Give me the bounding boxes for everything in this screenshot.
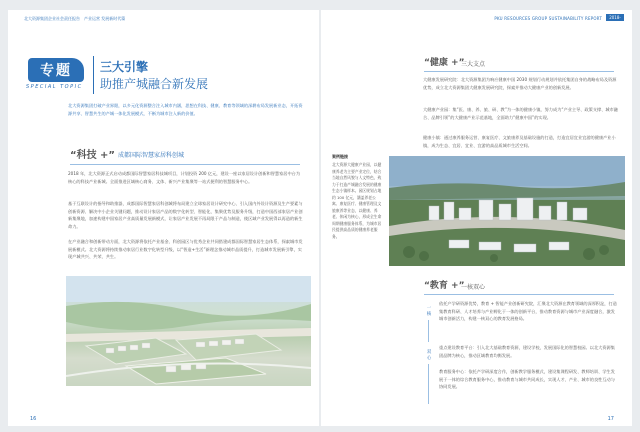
science-paragraph-1: 2018 年，北大资源正式启动成都国际智慧家居科技城项目，计划投资 200 亿元，建设一座以家居设计创新和智慧家居中台为核心的科技产业新城。全面推进区域核心商务、文体、新兴产业集聚等一站式便利的智慧服务中心。: [68, 171, 301, 184]
section-divider: [70, 164, 300, 165]
page-title: 三大引擎: [100, 60, 149, 74]
health-paragraph-2: 大健康产业园：集“医、康、养、旅、研、教”为一体的健康小镇，努力成为“产业主导、政策支撑、城市融合、品牌引领”的大健康产业示范基地，全面助力“健康中国”的实现。: [423, 107, 618, 120]
case-link-text: 北大资源大健康产业园，以健康养老为主要产业定位，结合当地自然风貌与人文特色，致力于打造产城融合发展的健康生态小镇样本。园区规划占地约 100 亿元，涵盖养老公寓、康复医疗、健康管理及文旅康养等业态，以健康、养老、休闲为核心，形成全生命周期健康服务体系，为城市居民提供高品质的健康养老服务。: [332, 162, 382, 239]
dual-center-bar: [428, 364, 429, 404]
dual-center-label: 双心: [426, 350, 432, 361]
section-header-left: 产业运营 发展新时代篇: [84, 16, 126, 21]
education-section-title: 一核双心: [461, 284, 486, 291]
science-paragraph-3: 在产业融合和创新带动方面，北大资源将依托产业基金、科创园区与优秀企业共同搭建成都国际智慧家居生态体系，探索城市发展新模式。北大资源将持续推动家居行业数字化转型升级，以“智造+生活”新理念推动城市品质提升，打造城市发展新引擎，实现产城共兴、共荣、共生。: [68, 239, 303, 259]
title-divider: [93, 56, 94, 94]
page-number-right: 17: [607, 416, 614, 422]
aerial-plan-image: [66, 276, 311, 386]
education-paragraph-3: 教育服务中心：依托产学研深度合作，创新教学服务模式，建设集课程研发、教师培训、学生发展于一体的综合教育服务中心，推动教育与城市共同成长，实现人才、产业、城市的良性互动与协同发展。: [439, 369, 615, 389]
one-core-label: 一核: [426, 306, 432, 317]
science-section-tag: “科技 +”: [70, 150, 116, 161]
special-topic-badge: [28, 58, 84, 82]
health-park-illustration: [389, 156, 625, 266]
health-section-tag: “健康 +”: [424, 58, 465, 68]
section-divider: [424, 71, 614, 72]
health-park-photo: [389, 156, 625, 266]
page-number-left: 16: [30, 416, 37, 422]
report-header-right: PKU RESOURCES GROUP SUSTAINABILITY REPORT: [494, 16, 602, 21]
section-divider: [424, 294, 614, 295]
education-paragraph-2: 重点建设教育平台：引入北大基础教育资源，建设学校，发展国际化的智慧校园。以北大资源集团品牌为核心，推动区域教育均衡发展。: [439, 345, 615, 358]
education-paragraph-1: 依托产学研资源优势，教育 + 智能产业创新研究院，汇聚北大资源在教育领域的深厚积淀，打造集教育科研、人才培养与产业孵化于一体的创新平台，推动教育资源与城市产业深度融合，激发城市创新活力，构建一核双心的教育发展格局。: [439, 301, 617, 321]
health-section-title: 三大支点: [461, 61, 486, 68]
page-subtitle: 助推产城融合新发展: [100, 77, 209, 91]
aerial-plan-illustration: [66, 276, 311, 386]
health-paragraph-3: 健康小镇：通过康养服务运营、康复医疗、文旅康养及基础设施的打造，打造宜居宜业宜游的健康产业小镇，成为生态、宜居、宜业、宜游的高品质城市生活空间。: [423, 135, 616, 148]
case-link-title: 案例链接: [332, 154, 348, 159]
education-section-tag: “教育 +”: [424, 281, 465, 291]
health-paragraph-1: 大健康发展研究院：北大资源集团为响应健康中国 2030 规划行动规划并依托集团自身的战略布局及资源优势，成立北大资源集团大健康发展研究院，探索并推动大健康产业的创新发展。: [423, 77, 617, 90]
report-header-left: 北大资源集团企业社会责任报告: [24, 16, 80, 21]
one-core-bar: [428, 320, 429, 342]
right-page: [321, 10, 632, 426]
special-topic-label: 专题: [40, 63, 72, 79]
intro-paragraph: 北大资源集团打破产业界限，以多元化资源整合注入城市内涵，思想在科技、健康、教育等领域的深耕布局发展新业态，开拓资源共享、智慧共生的产城一体化发展模式，不断为城市注入新的价值。: [68, 103, 303, 116]
science-paragraph-2: 基于互联设计的指导和助推器，成都国际智慧家居科创城将布局建立全球家居设计研究中心、引入国内外设计资源及生产要素与创新资源、解决中小企业关键问题，推动设计家居产品的数字化转型、智能化、集聚优势及服务升级，打造中国西部家居产业创新集聚地，加速构建中国家居产业高质量发展新模式，让家居产业发展不再局限于产品与制造，使区域产业发展得以再造的新生命力。: [68, 201, 303, 229]
year-badge: 2018-2019: [606, 14, 624, 21]
special-topic-sublabel: SPECIAL TOPIC: [26, 84, 83, 90]
science-section-title: 成都国际智慧家居科创城: [118, 152, 185, 159]
left-page: [8, 10, 319, 426]
